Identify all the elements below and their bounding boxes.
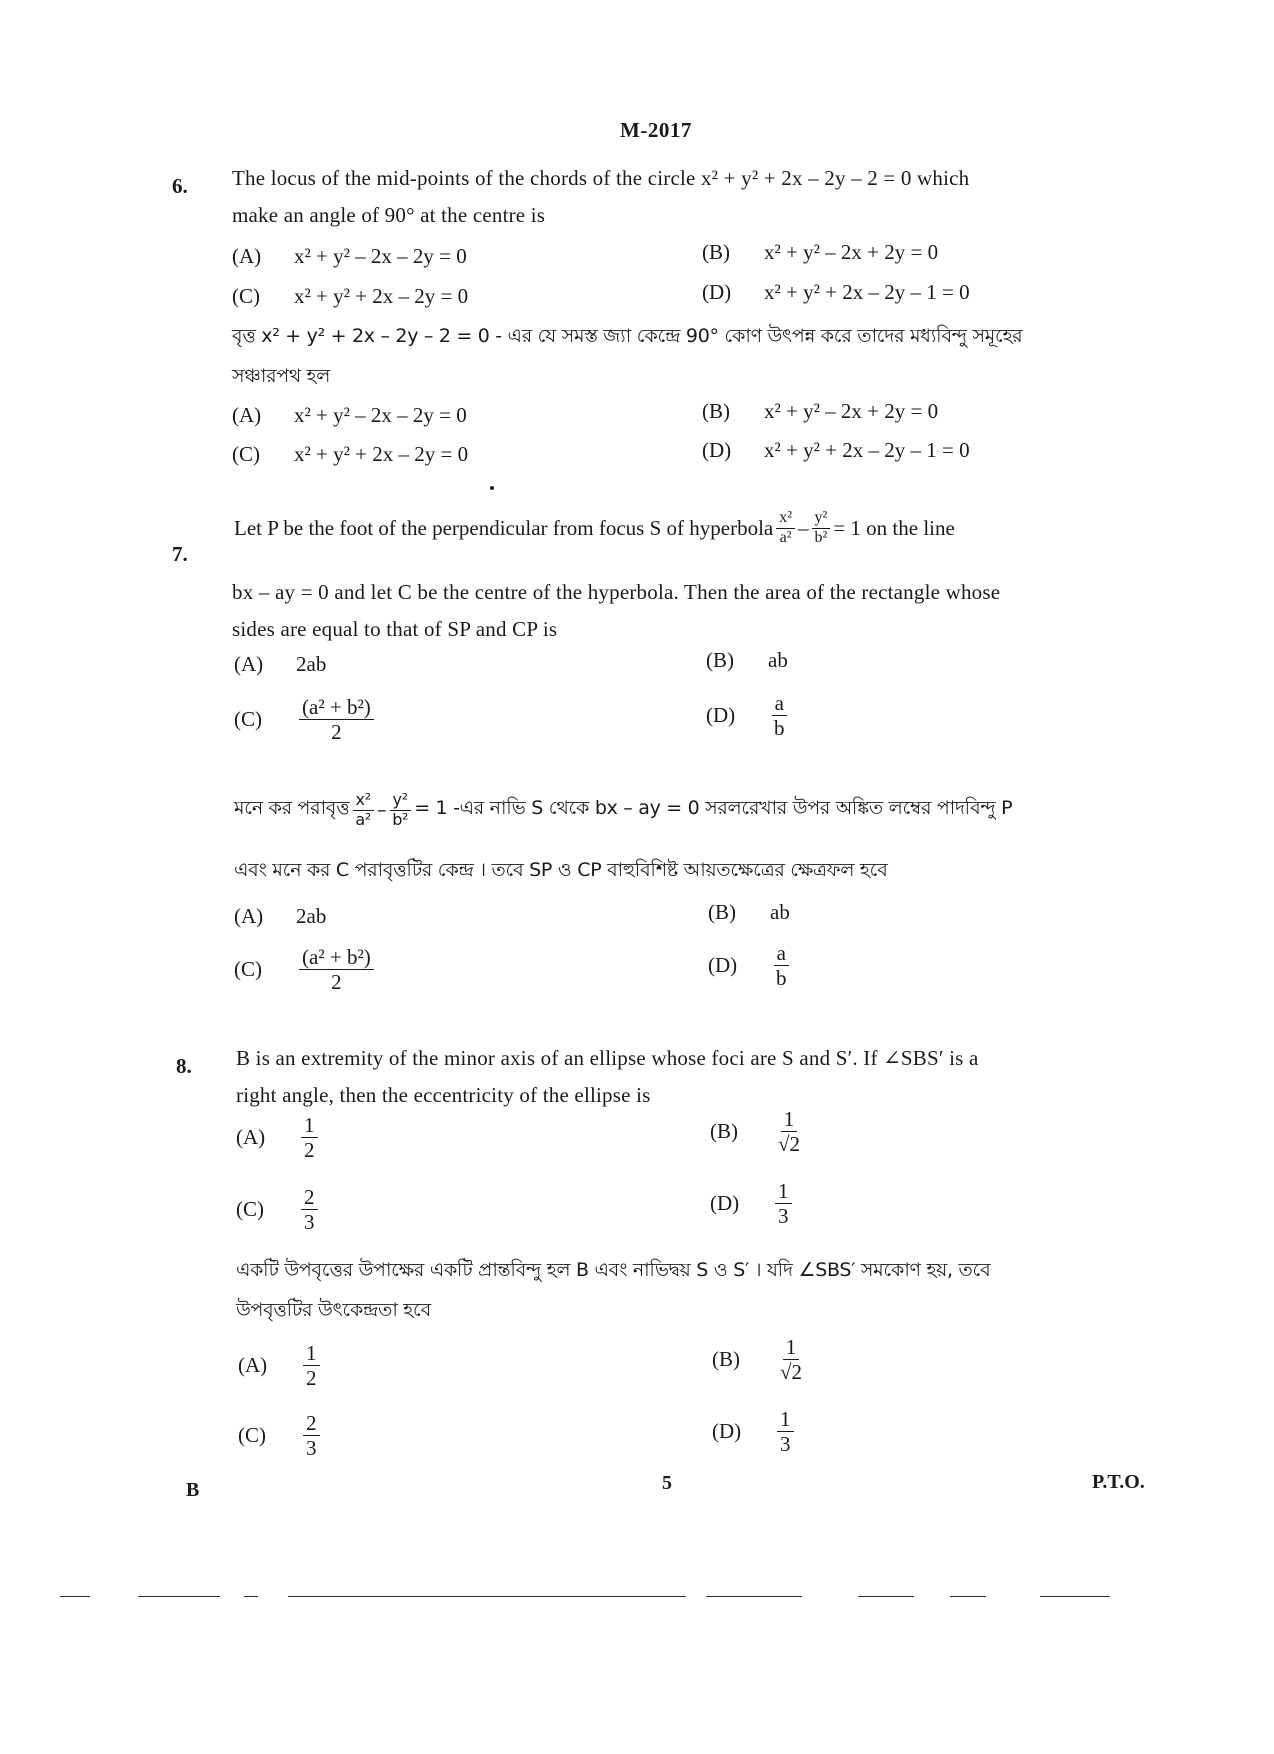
scan-rule	[244, 1596, 258, 1597]
page-number: 5	[662, 1472, 672, 1494]
q8-en-option-c: (C) $\frac{2}{3}$	[236, 1186, 321, 1233]
q6-bn-option-d: (D) x² + y² + 2x – 2y – 1 = 0	[702, 438, 970, 462]
q7-en-option-c: (C) $\frac{\text{(a² + b²)}}{2}$	[234, 696, 377, 743]
q6-bn-option-b: (B) x² + y² – 2x + 2y = 0	[702, 399, 939, 423]
q7-en-option-d: (D) $\frac{a}{b}$	[706, 692, 791, 739]
q8-en-option-d: (D) $\frac{1}{3}$	[710, 1180, 795, 1227]
q6-en-option-a: (A) x² + y² – 2x – 2y = 0	[232, 244, 467, 268]
q6-en-option-b: (B) x² + y² – 2x + 2y = 0	[702, 240, 939, 264]
paper-code: M-2017	[620, 118, 692, 142]
question-6-bengali-line2: সঞ্চারপথ হল	[232, 365, 331, 387]
question-6-bengali-line1: বৃত্ত x² + y² + 2x – 2y – 2 = 0 - এর যে সমস্ত জ্যা কেন্দ্রে 90° কোণ উৎপন্ন করে তাদের মধ্যবিন্দু সমূহের	[232, 325, 1023, 347]
question-7-text-line3: sides are equal to that of SP and CP is	[232, 617, 558, 641]
question-8-bengali-line2: উপবৃত্তটির উৎকেন্দ্রতা হবে	[236, 1299, 431, 1321]
question-7-number: 7.	[172, 542, 188, 566]
q6-en-option-c: (C) x² + y² + 2x – 2y = 0	[232, 284, 469, 308]
question-8-english	[236, 1040, 1136, 1114]
question-8-text-line2: right angle, then the eccentricity of the ellipse is	[236, 1083, 651, 1107]
scan-rule	[950, 1596, 986, 1597]
question-8-bengali-line1: একটি উপবৃত্তের উপাক্ষের একটি প্রান্তবিন্দু হল B এবং নাভিদ্বয় S ও S′ । যদি ∠SBS′ সমকোণ হয়, তবে	[236, 1259, 991, 1281]
q7-en-option-a: (A) 2ab	[234, 652, 327, 676]
question-6-number: 6.	[172, 174, 188, 198]
q7-en-option-b: (B) ab	[706, 648, 788, 672]
question-8-number: 8.	[176, 1054, 192, 1078]
scan-rule	[706, 1596, 802, 1597]
q8-en-option-b: (B) $\frac{1}{√2}$	[710, 1107, 801, 1157]
q6-bn-option-c: (C) x² + y² + 2x – 2y = 0	[232, 442, 469, 466]
question-7-bengali-line2: এবং মনে কর C পরাবৃত্তটির কেন্দ্র । তবে SP ও CP বাহুবিশিষ্ট আয়তক্ষেত্রের ক্ষেত্রফল হবে	[234, 859, 888, 881]
q7-bn-option-c: (C) $\frac{\text{(a² + b²)}}{2}$	[234, 946, 377, 993]
scan-rule	[138, 1596, 220, 1597]
hyperbola-x-fraction: $\frac{\text{x²}}{\text{a²}}$	[776, 510, 795, 547]
q6-bn-option-a: (A) x² + y² – 2x – 2y = 0	[232, 403, 467, 427]
scan-speck	[490, 486, 494, 490]
question-6-bengali	[232, 316, 1132, 396]
series-code: B	[186, 1479, 200, 1501]
q8-bn-option-b: (B) $\frac{1}{√2}$	[712, 1335, 803, 1385]
q8-bn-option-a: (A) $\frac{1}{2}$	[238, 1342, 323, 1389]
question-7-text-line1: Let P be the foot of the perpendicular from focus S of hyperbola $\frac{\text{x²}}{\text{a²}}$ – $\frac{\text{y²}}{\text{b²}}$ = 1 on the line	[234, 509, 955, 546]
question-6-text-line1: The locus of the mid-points of the chords of the circle x² + y² + 2x – 2y – 2 = 0 which	[232, 166, 970, 190]
question-7-english-rest	[232, 574, 1132, 648]
q8-bn-option-c: (C) $\frac{2}{3}$	[238, 1412, 323, 1459]
scan-rule	[1040, 1596, 1110, 1597]
q7-bn-option-a: (A) 2ab	[234, 904, 327, 928]
q8-bn-option-d: (D) $\frac{1}{3}$	[712, 1408, 797, 1455]
q7-bn-option-b: (B) ab	[708, 900, 790, 924]
question-8-bengali	[236, 1250, 1136, 1330]
scan-rule	[60, 1596, 90, 1597]
scan-rule	[858, 1596, 914, 1597]
scan-rule	[288, 1596, 686, 1597]
question-7-text-line2: bx – ay = 0 and let C be the centre of the hyperbola. Then the area of the rectangle whose	[232, 580, 1001, 604]
question-6-text-line2: make an angle of 90° at the centre is	[232, 203, 546, 227]
question-7-bengali-line1: মনে কর পরাবৃত্ত $\frac{\text{x²}}{\text{a²}}$ – $\frac{\text{y²}}{\text{b²}}$ = 1 -এর নাভি S থেকে bx – ay = 0 সরলরেখার উপর অঙ্কিত লম্বের পাদবিন্দু P	[234, 790, 1013, 829]
question-6-english	[232, 160, 1132, 234]
please-turn-over: P.T.O.	[1092, 1471, 1145, 1493]
q8-en-option-a: (A) $\frac{1}{2}$	[236, 1114, 321, 1161]
question-8-text-line1: B is an extremity of the minor axis of an ellipse whose foci are S and S′. If ∠SBS′ is a	[236, 1046, 979, 1070]
q6-en-option-d: (D) x² + y² + 2x – 2y – 1 = 0	[702, 280, 970, 304]
q7-bn-option-d: (D) $\frac{a}{b}$	[708, 942, 793, 989]
hyperbola-y-fraction: $\frac{\text{y²}}{\text{b²}}$	[812, 510, 831, 547]
